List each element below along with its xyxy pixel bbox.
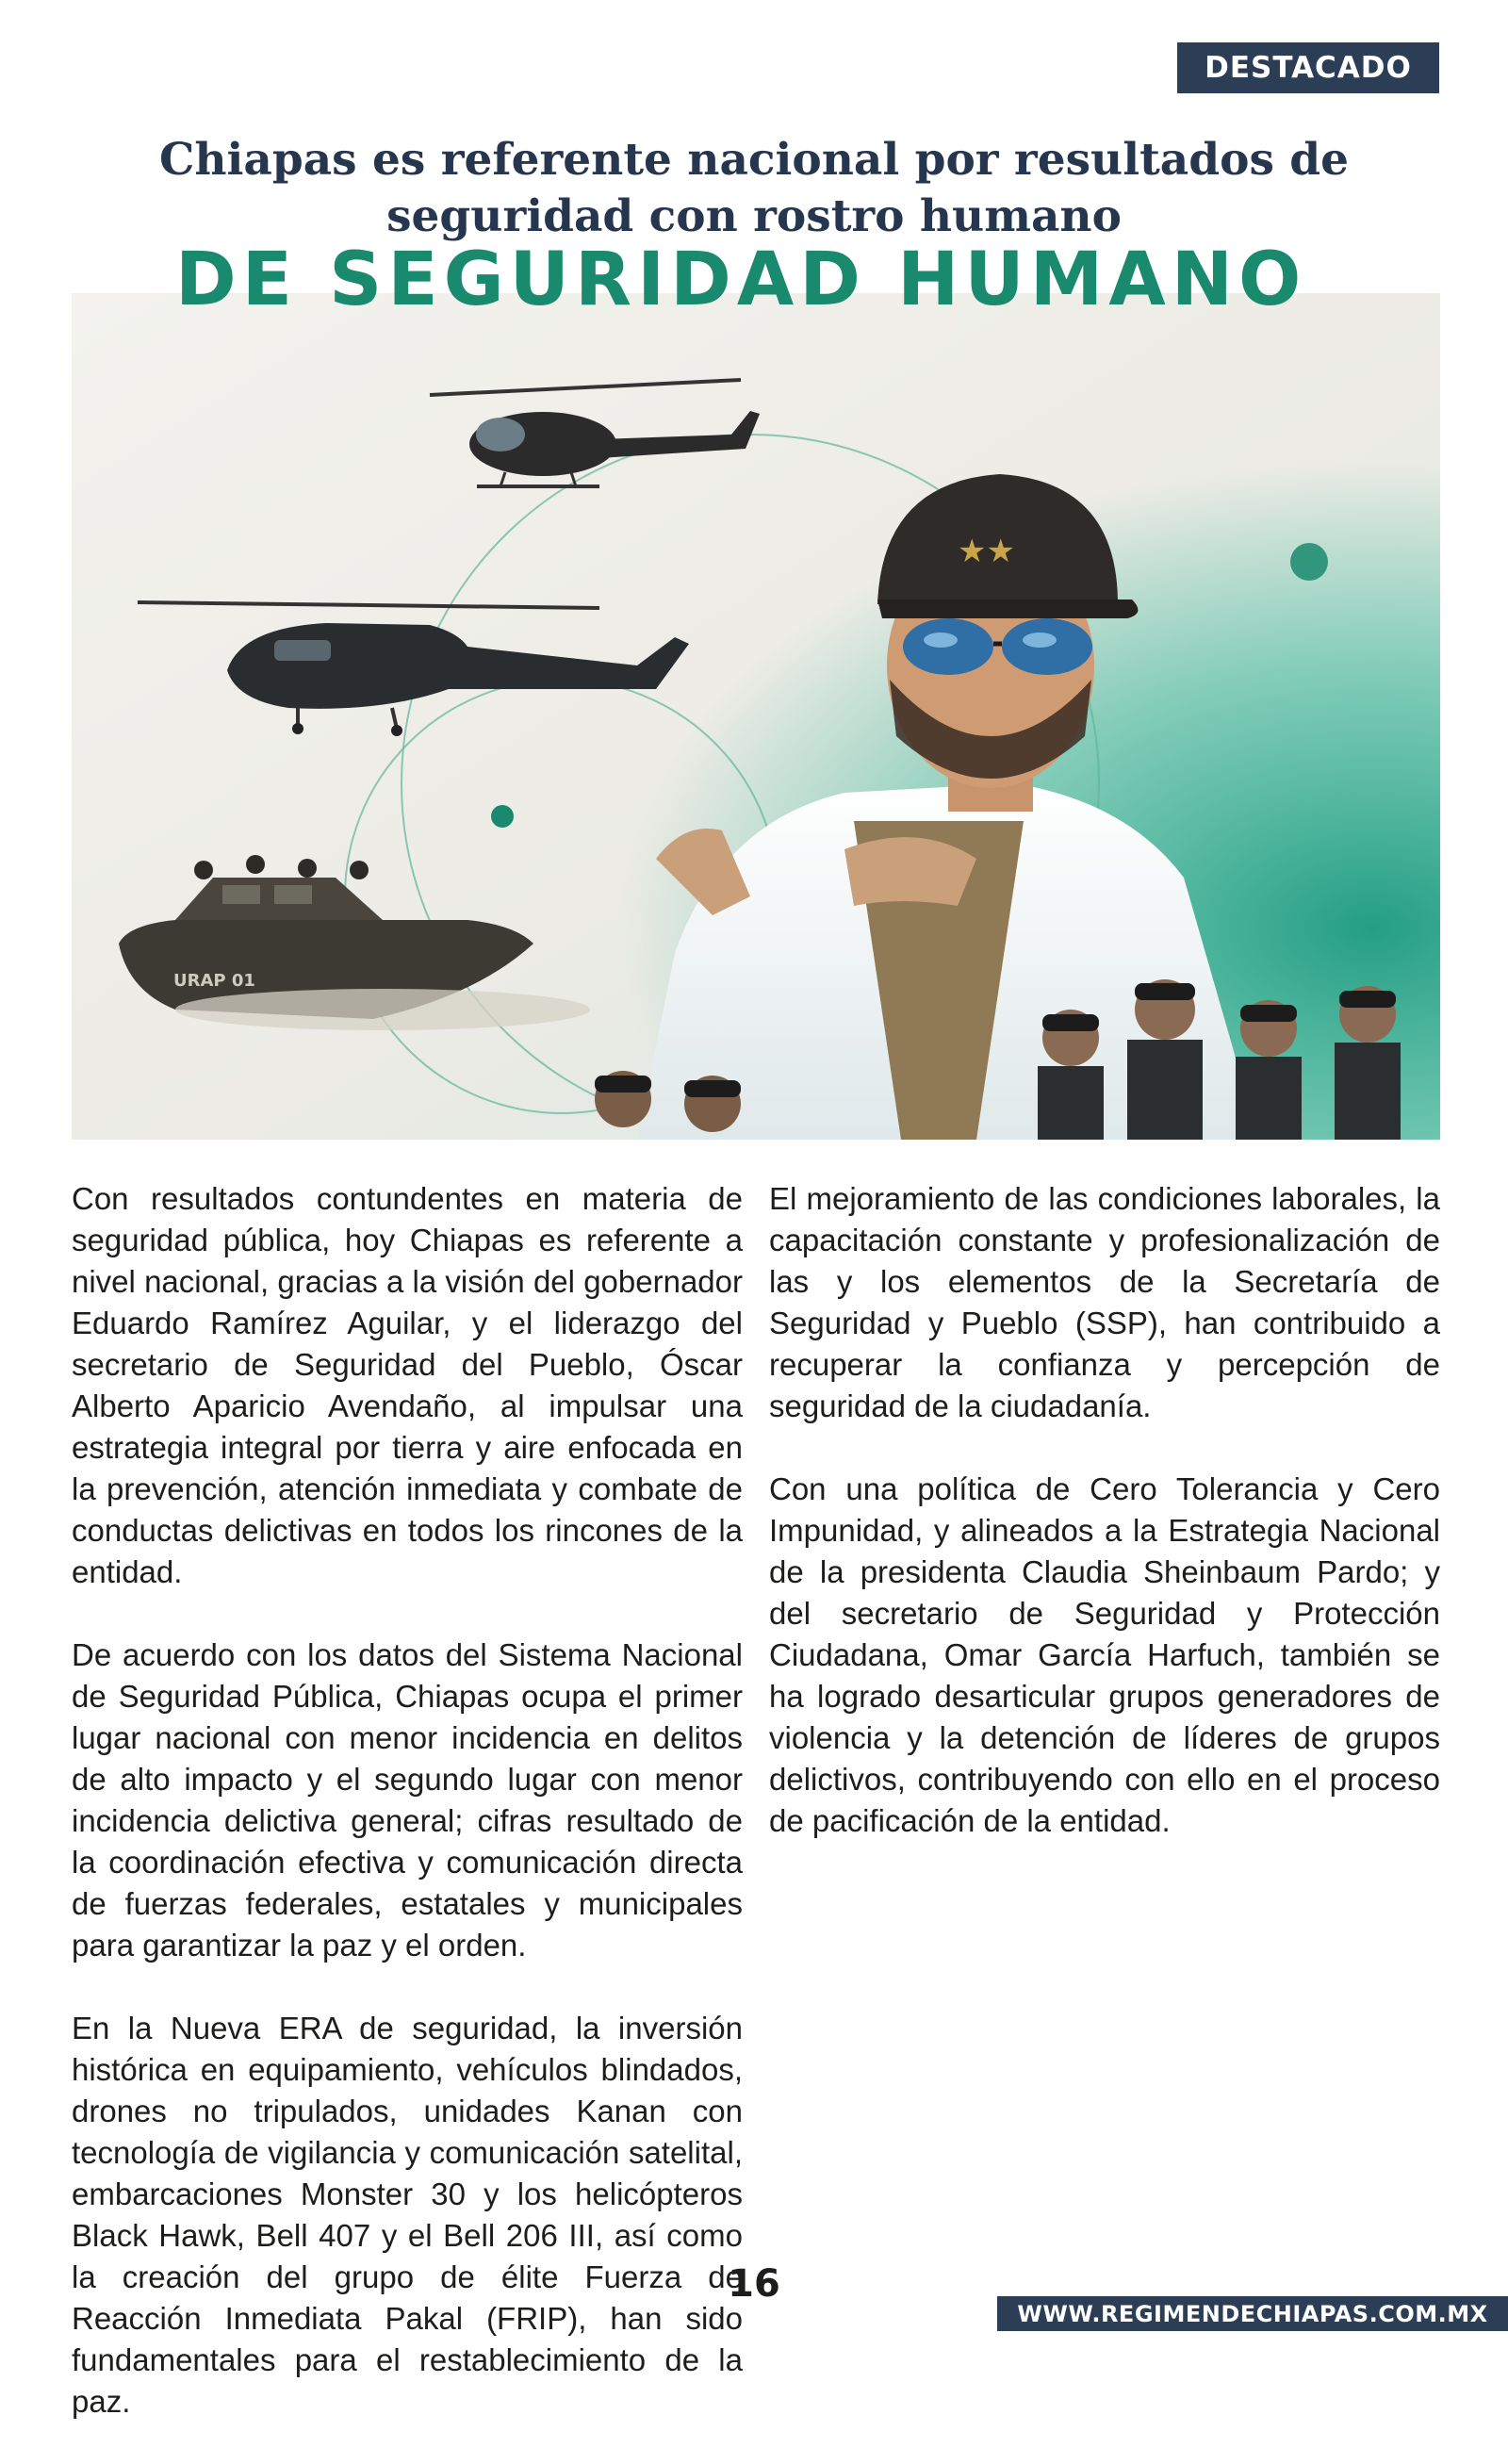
hero-image <box>72 238 1440 1140</box>
article-paragraph: De acuerdo con los datos del Sistema Nacional de Seguridad Pública, Chiapas ocupa el primer lugar nacional con menor incidencia en delitos de alto impacto y el segundo lugar con menor incidencia delictiva general; cifras resultado de la coordinación efectiva y comunicación directa de fuerzas federales, estatales y municipales para garantizar la paz y el orden. <box>72 1637 743 1963</box>
article-paragraph: Con resultados contundentes en materia de seguridad pública, hoy Chiapas es referente a nivel nacional, gracias a la visión del gobernador Eduardo Ramírez Aguilar, y el liderazgo del secretario de Seguridad del Pueblo, Óscar Alberto Aparicio Avendaño, al impulsar una estrategia integral por tierra y aire enfocada en la prevención, atención inmediata y combate de conductas delictivas en todos los rincones de la entidad. <box>72 1181 743 1589</box>
article-title: Chiapas es referente nacional por resultados de seguridad con rostro humano <box>158 134 1350 242</box>
orbit-dot <box>1290 543 1328 581</box>
cap-stars: ★★ <box>958 533 1015 570</box>
footer-url: WWW.REGIMENDECHIAPAS.COM.MX <box>997 2296 1508 2331</box>
article-paragraph: El mejoramiento de las condiciones laborales, la capacitación constante y profesionalización de las y los elementos de la Secretaría de Seguridad y Pueblo (SSP), han contribuido a recuperar la confianza y percepción de seguridad de la ciudadanía. <box>769 1181 1440 1423</box>
section-tag: DESTACADO <box>1177 42 1439 93</box>
page-number: 16 <box>728 2262 780 2306</box>
boat-label: URAP 01 <box>173 971 255 991</box>
hero-banner-text: DE SEGURIDAD HUMANO <box>175 238 1307 322</box>
article-paragraph: En la Nueva ERA de seguridad, la inversión histórica en equipamiento, vehículos blindados, drones no tripulados, unidades Kanan con tecnología de vigilancia y comunicación satelital, embarcaciones Monster 30 y los helicópteros Black Hawk, Bell 407 y el Bell 206 III, así como la creación del grupo de élite Fuerza de Reacción Inmediata Pakal (FRIP), han sido fundamentales para el restablecimiento de la paz. <box>72 2011 743 2419</box>
article-paragraph: Con una política de Cero Tolerancia y Cero Impunidad, y alineados a la Estrategia Nacional de la presidenta Claudia Sheinbaum Pardo; y del secretario de Seguridad y Protección Ciudadana, Omar García Harfuch, también se ha logrado desarticular grupos generadores de violencia y la detención de líderes de grupos delictivos, contribuyendo con ello en el proceso de pacificación de la entidad. <box>769 1471 1440 1838</box>
orbit-dot <box>491 805 514 828</box>
article-column-right <box>769 1178 1440 1883</box>
article-column-left <box>72 1178 743 2464</box>
